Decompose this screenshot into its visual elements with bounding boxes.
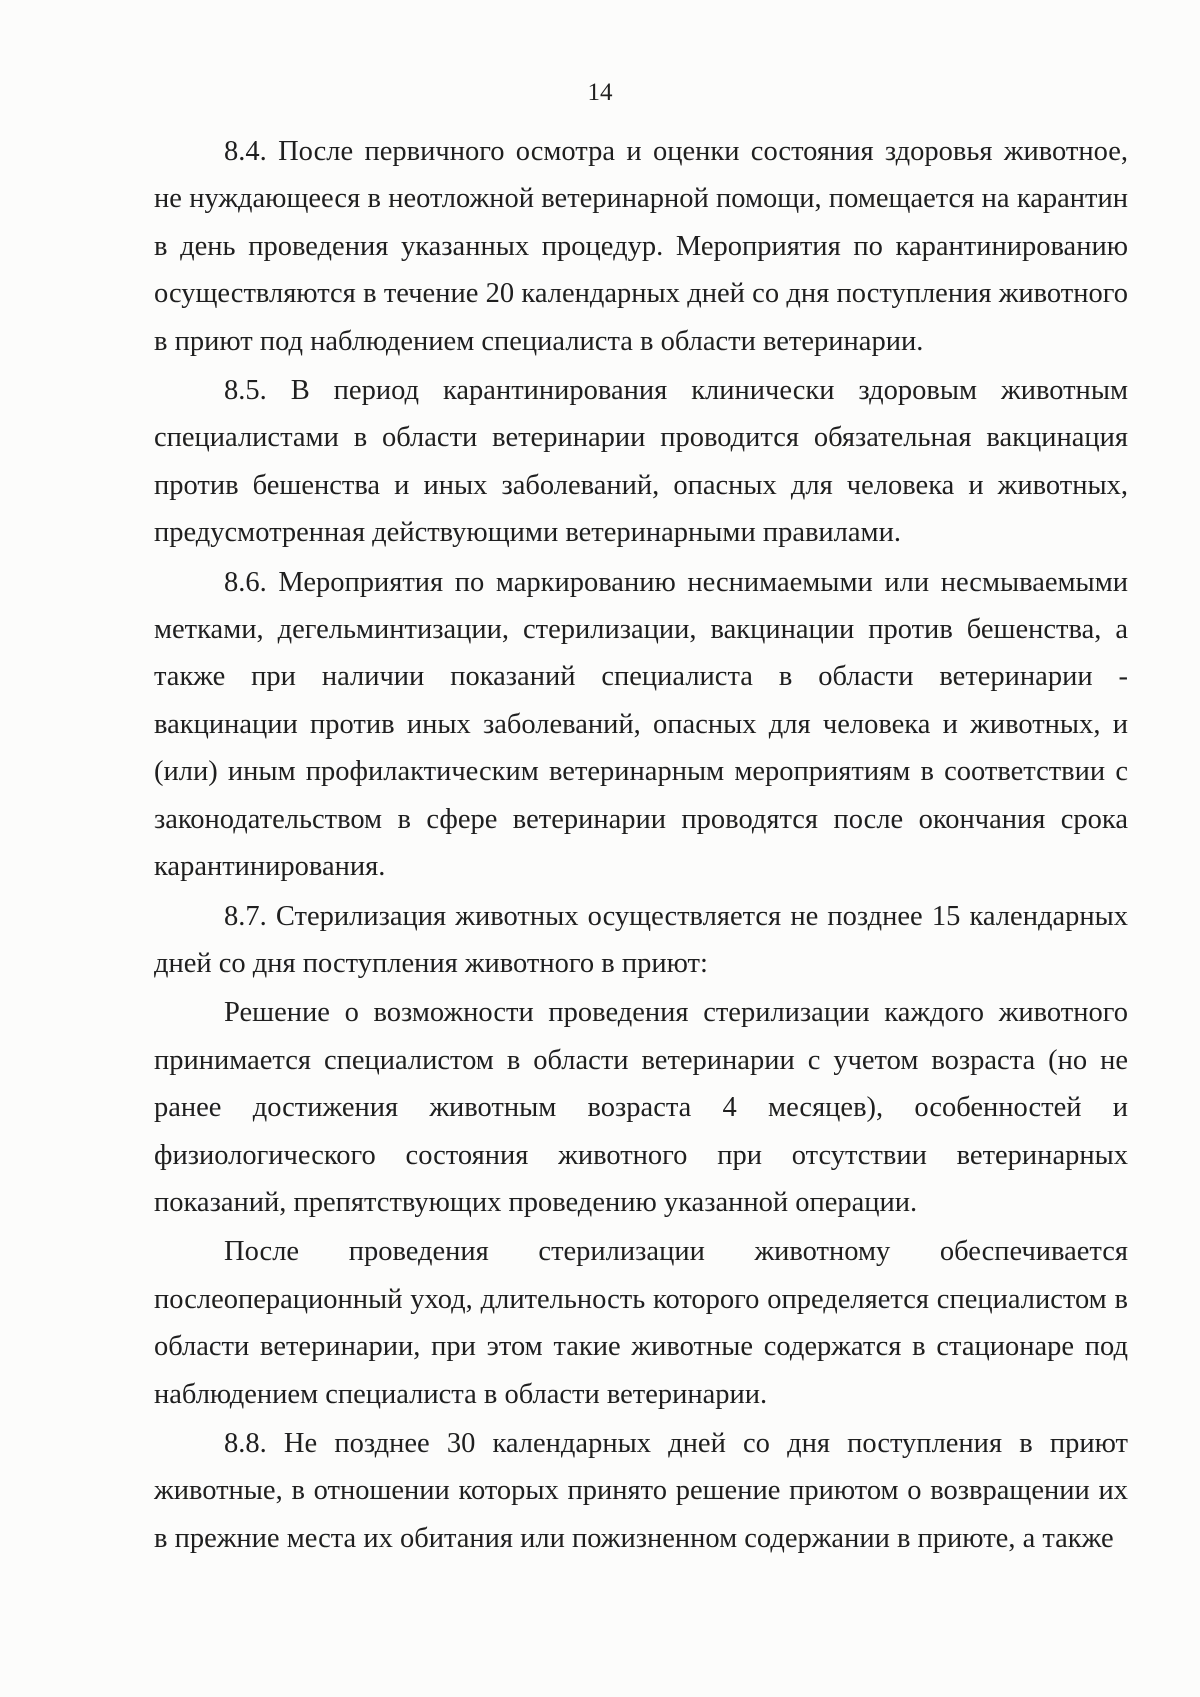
document-body	[154, 128, 1128, 1562]
paragraph-8-8: 8.8. Не позднее 30 календарных дней со дня поступления в приют животные, в отношении которых принято решение приютом о возвращении их в прежние места их обитания или пожизненном содержании в приюте, а также	[154, 1427, 1128, 1554]
paragraph-8-4: 8.4. После первичного осмотра и оценки состояния здоровья животное, не нуждающееся в неотложной ветеринарной помощи, помещается на карантин в день проведения указанных процедур. Мероприятия по карантинированию осуществляются в течение 20 календарных дней со дня поступления животного в приют под наблюдением специалиста в области ветеринарии.	[154, 136, 1128, 357]
paragraph-postoperative-care: После проведения стерилизации животному обеспечивается послеоперационный уход, длительность которого определяется специалистом в области ветеринарии, при этом такие животные содержатся в стационаре под наблюдением специалиста в области ветеринарии.	[154, 1236, 1128, 1410]
paragraph-sterilization-decision: Решение о возможности проведения стерилизации каждого животного принимается специалистом в области ветеринарии с учетом возраста (но не ранее достижения животным возраста 4 месяцев), особенностей и физиологического состояния животного при отсутствии ветеринарных показаний, препятствующих проведению указанной операции.	[154, 997, 1128, 1218]
page-number: 14	[587, 79, 613, 106]
paragraph-8-5: 8.5. В период карантинирования клинически здоровым животным специалистами в области ветеринарии проводится обязательная вакцинация против бешенства и иных заболеваний, опасных для человека и животных, предусмотренная действующими ветеринарными правилами.	[154, 375, 1128, 549]
paragraph-8-6: 8.6. Мероприятия по маркированию неснимаемыми или несмываемыми метками, дегельминтизации, стерилизации, вакцинации против бешенства, а также при наличии показаний специалиста в области ветеринарии - вакцинации против иных заболеваний, опасных для человека и животных, и (или) иным профилактическим ветеринарным мероприятиям в соответствии с законодательством в сфере ветеринарии проводятся после окончания срока карантинирования.	[154, 566, 1128, 883]
paragraph-8-7: 8.7. Стерилизация животных осуществляется не позднее 15 календарных дней со дня поступления животного в приют:	[154, 900, 1128, 979]
